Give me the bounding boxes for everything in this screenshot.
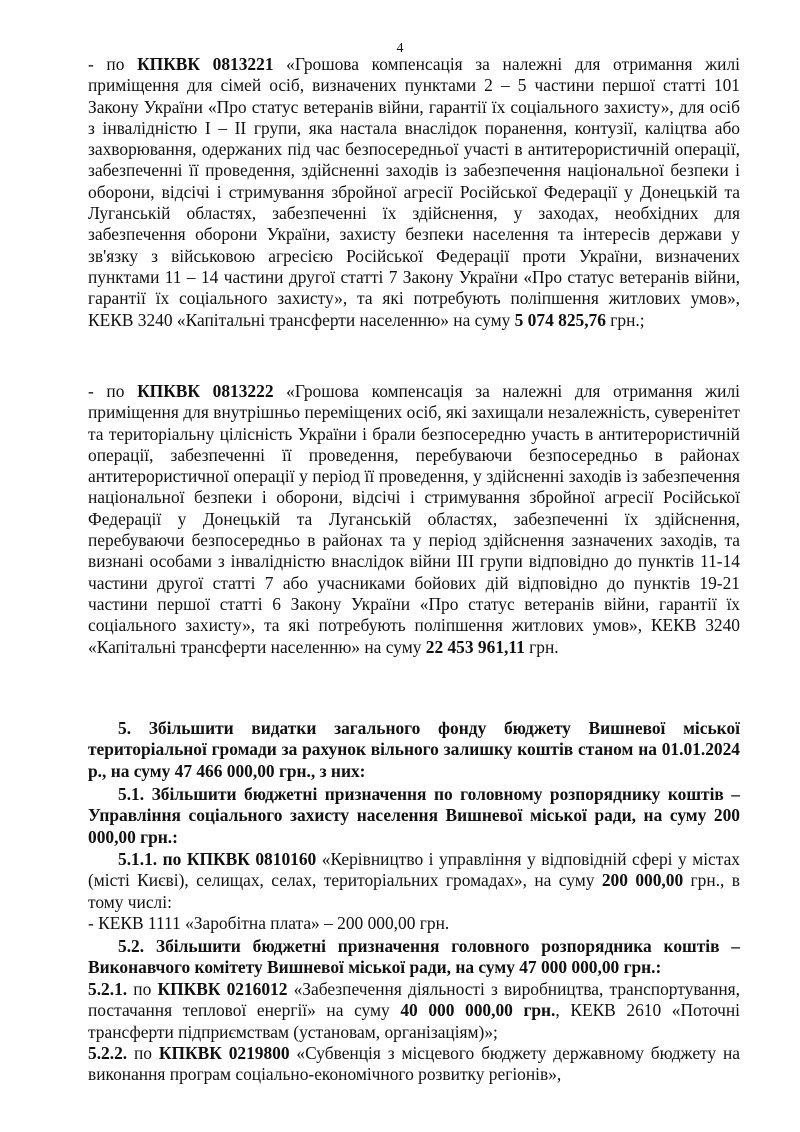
item-lead: - по (88, 54, 138, 74)
section-5-heading: 5. Збільшити видатки загального фонду бюджету Вишневої міської територіальної громади за рахунок вільного залишку коштів станом на 01.01.2024 р., на суму 47 466 000,00 грн., з них: (88, 718, 740, 781)
item-0813222 (88, 381, 740, 658)
item-5-1-1-code: КПКВК 0810160 (186, 849, 317, 869)
item-tail: грн.; (605, 309, 645, 330)
item-code: КПКВК 0813221 (137, 54, 274, 74)
item-text: «Грошова компенсація за належні для отримання жилі приміщення для внутрішньо переміщених осіб, які захищали незалежність, суверенітет та територіальну цілісність України і брали безпосередню участь в антитерористичній операції, забезпеченні її проведення, перебуваючи безпосередньо в районах антитерористичної операції у період її проведення, у здійсненні заходів із забезпечення національної безпеки і оборони, відсічі і стримування збройної агресії Російської Федерації у Донецькій та Луганській областях, забезпеченні їх здійснення, перебуваючи безпосередньо в районах та у період здійснення зазначених заходів, та визнані особами з інвалідністю внаслідок війни III групи відповідно до пунктів 11-14 частини другої статті 7 або учасниками бойових дій відповідно до пунктів 19-21 частини першої статті 6 Закону України «Про статус ветеранів війни, гарантії їх соціального захисту», та які потребують поліпшення житлових умов», КЕКВ 3240 «Капітальні трансферти населенню» на суму (88, 381, 741, 657)
item-5-2-2-num: 5.2.2. (88, 1043, 128, 1063)
item-5-2-1-num: 5.2.1. (88, 979, 128, 999)
item-5-1-1-lead: 5.1.1. по (118, 849, 187, 869)
item-5-1-1-amount: 200 000,00 (601, 870, 684, 891)
item-5-1-1-tail: грн., в тому числі: (88, 870, 740, 912)
section-5-1-heading: 5.1. Збільшити бюджетні призначення по головному розпоряднику коштів – Управління соціального захисту населення Вишневої міської ради, на суму 200 000,00 грн.: (88, 784, 740, 847)
item-5-2-1 (88, 979, 740, 1043)
item-5-2-2-text: «Субвенція з місцевого бюджету державному бюджету на виконання програм соціально-економічного розвитку регіонів», (88, 1043, 741, 1085)
item-5-2-1-mid: по (127, 979, 158, 999)
item-amount: 5 074 825,76 (514, 309, 606, 330)
item-5-2-2-code: КПКВК 0219800 (158, 1043, 290, 1063)
item-tail: грн. (524, 636, 559, 657)
section-5-2-heading: 5.2. Збільшити бюджетні призначення головного розпорядника коштів – Виконавчого комітету Вишневої міської ради, на суму 47 000 000,00 грн.: (88, 936, 740, 978)
item-lead: - по (88, 381, 138, 401)
item-5-2-2 (88, 1043, 740, 1086)
item-5-1-1 (88, 849, 740, 913)
item-5-1-1-text: «Керівництво і управління у відповідній сфері у містах (місті Києві), селищах, селах, територіальних громадах», на суму (88, 849, 740, 891)
item-text: «Грошова компенсація за належні для отримання жилі приміщення для сімей осіб, визначених пунктами 2 – 5 частини першої статті 101 Закону України «Про статус ветеранів війни, гарантії їх соціального захисту», для осіб з інвалідністю I – II групи, яка настала внаслідок поранення, контузії, каліцтва або захворювання, одержаних під час безпосередньої участі в антитерористичній операції, забезпеченні її проведення, здійсненні заходів із забезпечення національної безпеки і оборони, відсічі і стримування збройної агресії Російської Федерації у Донецькій та Луганській областях, забезпеченні їх здійснення, у заходах, необхідних для забезпечення оборони України, захисту безпеки населення та інтересів держави у зв'язку з військовою агресією Російської Федерації проти України, визначених пунктами 11 – 14 частини другої статті 7 Закону України «Про статус ветеранів війни, гарантії їх соціального захисту», та які потребують поліпшення житлових умов», КЕКВ 3240 «Капітальні трансферти населенню» на суму (88, 54, 741, 330)
item-5-2-2-mid: по (127, 1043, 159, 1063)
item-5-2-1-text: «Забезпечення діяльності з виробництва, транспортування, постачання теплової енергії» на суму (88, 979, 740, 1021)
item-5-2-1-tail: , КЕКВ 2610 «Поточні трансферти підприємствам (установам, організаціям)»; (88, 1000, 740, 1042)
item-5-2-1-amount: 40 000 000,00 грн. (400, 1000, 556, 1021)
item-amount: 22 453 961,11 (425, 636, 525, 657)
item-5-2-1-code: КПКВК 0216012 (157, 979, 288, 999)
item-0813221 (88, 54, 740, 331)
item-code: КПКВК 0813222 (137, 381, 274, 401)
page-number: 4 (396, 41, 404, 56)
kekv-1111-line: - КЕКВ 1111 «Заробітна плата» – 200 000,00 грн. (88, 913, 450, 933)
